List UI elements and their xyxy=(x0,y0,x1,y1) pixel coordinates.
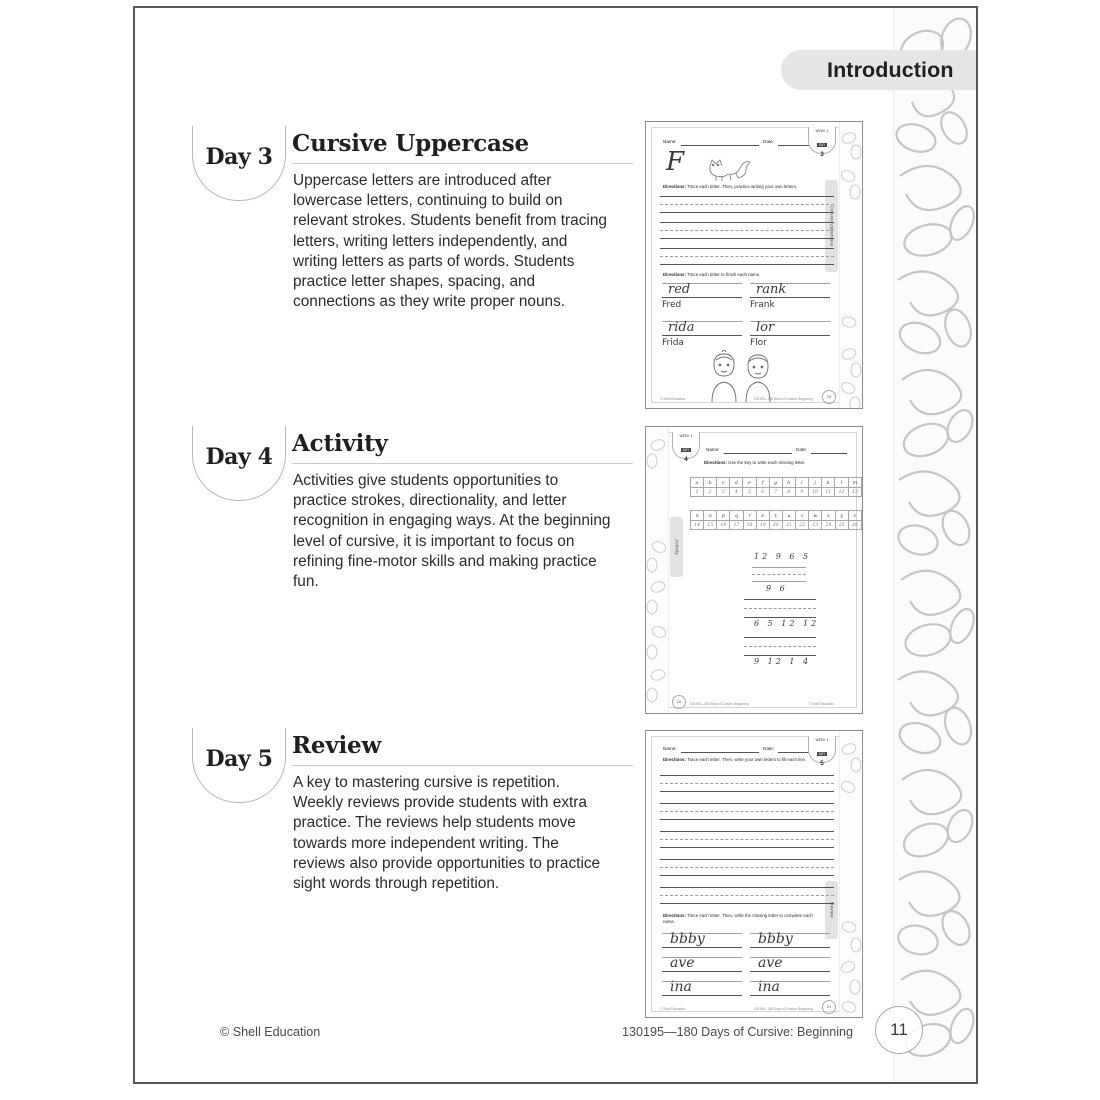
swirl-pattern-icon xyxy=(894,8,976,1082)
key-number: 6 xyxy=(756,488,769,497)
key-letters-row-1 xyxy=(691,478,862,488)
badge-day-number-3: 3 xyxy=(820,151,824,158)
badge-day-label-3: DAY xyxy=(818,143,826,147)
key-number: 17 xyxy=(730,521,743,530)
directions-2-text-3: Trace each letter to finish each name. xyxy=(685,272,761,277)
key-number: 21 xyxy=(782,521,795,530)
directions-2-text-5: Trace each letter. Then, write the missing letter to complete each name. xyxy=(663,913,813,924)
key-letter: b xyxy=(704,478,717,488)
worksheet-side-tab-4 xyxy=(670,517,683,577)
review-word-right-2: ina xyxy=(758,979,780,995)
worksheet-footer-left-3: © Shell Education xyxy=(660,397,686,401)
badge-day-number-4: 4 xyxy=(684,456,688,463)
key-letter: u xyxy=(782,511,795,521)
key-number: 19 xyxy=(756,521,769,530)
day-badge-label-5: Day 5 xyxy=(205,746,273,772)
key-table-row-1 xyxy=(690,477,862,497)
badge-week-label-4: WEEK 1 xyxy=(679,434,693,438)
worksheet-name-line-3 xyxy=(681,145,759,146)
key-number: 24 xyxy=(822,521,835,530)
worksheet-side-tab-label-3: Cursive Uppercase xyxy=(829,205,834,247)
worksheet-name-label-5: Name: xyxy=(663,746,677,751)
section-heading-5: Review xyxy=(292,732,382,759)
decorative-border-strip xyxy=(893,8,976,1082)
worksheet-deco-left-4 xyxy=(646,427,669,713)
worksheet-directions-1-5 xyxy=(663,757,823,763)
worksheet-date-label-5: Date: xyxy=(763,746,774,751)
introduction-tab xyxy=(781,50,978,90)
review-word-left-2: ina xyxy=(670,979,692,995)
key-letter: r xyxy=(743,511,756,521)
key-letter: k xyxy=(822,478,835,488)
fox-illustration-icon xyxy=(704,154,752,182)
worksheet-week-badge-4 xyxy=(672,432,700,463)
key-letter: j xyxy=(808,478,821,488)
worksheet-date-line-4 xyxy=(811,453,847,454)
worksheet-footer-right-4: © Shell Education xyxy=(808,702,834,706)
directions-1-text-3: Trace each letter. Then, practice writing your own letters. xyxy=(685,184,798,189)
key-number: 14 xyxy=(691,521,704,530)
worksheet-name-label-4: Name: xyxy=(706,447,720,452)
page-number: 11 xyxy=(875,1006,923,1054)
key-letter: p xyxy=(717,511,730,521)
key-letter: a xyxy=(691,478,704,488)
worksheet-print-word-3-1: Frank xyxy=(750,300,775,310)
key-number: 23 xyxy=(809,521,822,530)
day-badge-4 xyxy=(192,426,286,501)
key-letter: c xyxy=(717,478,730,488)
worksheet-side-tab-label-4: Activity xyxy=(674,539,679,555)
review-word-right-1: ave xyxy=(758,955,783,971)
worksheet-side-tab-label-5: Review xyxy=(829,902,834,918)
directions-1-bold-5: Directions: xyxy=(663,757,686,762)
worksheet-side-tab-5 xyxy=(825,881,838,939)
key-numbers-row-2 xyxy=(691,521,862,530)
puzzle-numbers-0: 12 9 6 5 xyxy=(754,552,812,561)
worksheet-cursive-word-3-0: red xyxy=(668,282,691,297)
day-badge-5 xyxy=(192,728,286,803)
key-letter: g xyxy=(769,478,782,488)
key-letter: e xyxy=(743,478,756,488)
worksheet-deco-right-5 xyxy=(839,731,862,1017)
review-word-right-0: bbby xyxy=(758,931,793,947)
page-footer-left: © Shell Education xyxy=(220,1025,321,1039)
worksheet-page-number-5: 21 xyxy=(822,1000,836,1014)
section-heading-4: Activity xyxy=(292,430,388,457)
worksheet-directions-2-5 xyxy=(663,913,825,925)
key-letter: d xyxy=(730,478,743,488)
worksheet-week-badge-3 xyxy=(808,127,836,158)
worksheet-footer-left-4: 130195—180 Days of Cursive: Beginning xyxy=(690,702,749,706)
worksheet-date-label-4: Date: xyxy=(796,447,807,452)
key-letter: o xyxy=(704,511,717,521)
key-letter: y xyxy=(835,511,848,521)
puzzle-numbers-3: 9 12 1 4 xyxy=(754,657,812,666)
worksheet-cursive-word-3-3: lor xyxy=(756,320,775,335)
key-letter: n xyxy=(691,511,704,521)
directions-1-bold-3: Directions: xyxy=(663,184,686,189)
key-letter: t xyxy=(769,511,782,521)
section-rule-5 xyxy=(292,765,633,766)
day-badge-label-3: Day 3 xyxy=(205,144,273,170)
key-number: 4 xyxy=(730,488,743,497)
key-letter: f xyxy=(756,478,769,488)
section-body-4: Activities give students opportunities to practice strokes, directionality, and letter recognition in engaging ways. At the beginning level of cursive, it is important to focus on refining fine-motor skills and making practice fun. xyxy=(293,472,611,591)
directions-2-bold-5: Directions: xyxy=(663,913,686,918)
key-number: 26 xyxy=(848,521,861,530)
worksheet-directions-2-3 xyxy=(663,272,833,278)
worksheet-footer-right-3: 130195—180 Days of Cursive: Beginning xyxy=(754,397,813,401)
key-letter: s xyxy=(756,511,769,521)
worksheet-deco-right-3 xyxy=(839,122,862,408)
key-numbers-row-1 xyxy=(691,488,862,497)
book-page xyxy=(133,6,978,1084)
key-letter: x xyxy=(822,511,835,521)
key-number: 2 xyxy=(704,488,717,497)
worksheet-print-word-3-3: Flor xyxy=(750,338,767,348)
key-number: 1 xyxy=(691,488,704,497)
section-body-3: Uppercase letters are introduced after lowercase letters, continuing to build on relevant strokes. Students benefit from tracing letters, writing letters independently, and writing letters as parts of words. Students practice letter shapes, spacing, and connections as they write proper nouns. xyxy=(293,172,607,311)
worksheet-name-label-3: Name: xyxy=(663,139,677,144)
key-letter: l xyxy=(835,478,848,488)
worksheet-thumbnail-day-4 xyxy=(645,426,863,714)
review-word-left-0: bbby xyxy=(670,931,705,947)
key-number: 12 xyxy=(835,488,848,497)
directions-bold-4: Directions: xyxy=(704,460,727,465)
worksheet-footer-left-5: © Shell Education xyxy=(660,1007,686,1011)
key-number: 3 xyxy=(717,488,730,497)
worksheet-model-letter-3: F xyxy=(666,147,685,177)
worksheet-page-number-4: 16 xyxy=(672,695,686,709)
key-letters-row-2 xyxy=(691,511,862,521)
badge-day-label-5: DAY xyxy=(818,752,826,756)
page-footer-right: 130195—180 Days of Cursive: Beginning xyxy=(622,1025,854,1039)
key-number: 11 xyxy=(822,488,835,497)
review-word-left-1: ave xyxy=(670,955,695,971)
directions-text-4: Use the key to write each missing letter. xyxy=(726,460,806,465)
section-rule-4 xyxy=(292,463,633,464)
section-body-5: A key to mastering cursive is repetition. Weekly reviews provide students with extra practice. The reviews help students move towards more independent writing. The reviews also provide opportunities to practice sight words through repetition. xyxy=(293,774,601,893)
directions-1-text-5: Trace each letter. Then, write your own letters to fill each line. xyxy=(685,757,807,762)
key-letter: q xyxy=(730,511,743,521)
worksheet-print-word-3-2: Frida xyxy=(662,338,684,348)
worksheet-footer-right-5: 130195—180 Days of Cursive: Beginning xyxy=(754,1007,813,1011)
introduction-tab-label: Introduction xyxy=(827,57,954,82)
key-number: 10 xyxy=(808,488,821,497)
worksheet-page-number-3: 19 xyxy=(822,390,836,404)
key-number: 20 xyxy=(769,521,782,530)
key-letter: h xyxy=(782,478,795,488)
worksheet-thumbnail-day-3 xyxy=(645,121,863,409)
worksheet-name-line-4 xyxy=(724,453,792,454)
key-table-row-2 xyxy=(690,510,862,530)
key-number: 18 xyxy=(743,521,756,530)
children-illustration-icon xyxy=(704,350,780,402)
key-letter: i xyxy=(795,478,808,488)
day-badge-label-4: Day 4 xyxy=(205,444,273,470)
key-number: 25 xyxy=(835,521,848,530)
key-number: 9 xyxy=(795,488,808,497)
worksheet-side-tab-3 xyxy=(825,180,838,272)
key-letter: m xyxy=(848,478,861,488)
worksheet-directions-1-3 xyxy=(663,184,831,190)
section-heading-3: Cursive Uppercase xyxy=(292,130,529,157)
directions-2-bold-3: Directions: xyxy=(663,272,686,277)
worksheet-name-line-5 xyxy=(681,752,759,753)
worksheet-cursive-word-3-2: rida xyxy=(668,320,695,335)
worksheet-cursive-word-3-1: rank xyxy=(756,282,787,297)
badge-week-label-5: WEEK 1 xyxy=(815,738,829,742)
worksheet-date-label-3: Date: xyxy=(763,139,774,144)
key-letter: v xyxy=(796,511,809,521)
puzzle-numbers-2: 6 5 12 12 xyxy=(754,619,820,628)
key-number: 8 xyxy=(782,488,795,497)
key-letter: w xyxy=(809,511,822,521)
key-number: 7 xyxy=(769,488,782,497)
key-number: 16 xyxy=(717,521,730,530)
worksheet-thumbnail-day-5 xyxy=(645,730,863,1018)
section-rule-3 xyxy=(292,163,633,164)
key-number: 13 xyxy=(848,488,861,497)
day-badge-3 xyxy=(192,126,286,201)
worksheet-print-word-3-0: Fred xyxy=(662,300,682,310)
key-number: 5 xyxy=(743,488,756,497)
badge-day-number-5: 5 xyxy=(820,760,824,767)
badge-day-label-4: DAY xyxy=(682,448,690,452)
puzzle-numbers-1: 9 6 xyxy=(766,584,788,593)
key-number: 22 xyxy=(796,521,809,530)
worksheet-week-badge-5 xyxy=(808,736,836,767)
key-letter: z xyxy=(848,511,861,521)
worksheet-directions-4 xyxy=(704,460,854,466)
badge-week-label-3: WEEK 1 xyxy=(815,129,829,133)
key-number: 15 xyxy=(704,521,717,530)
